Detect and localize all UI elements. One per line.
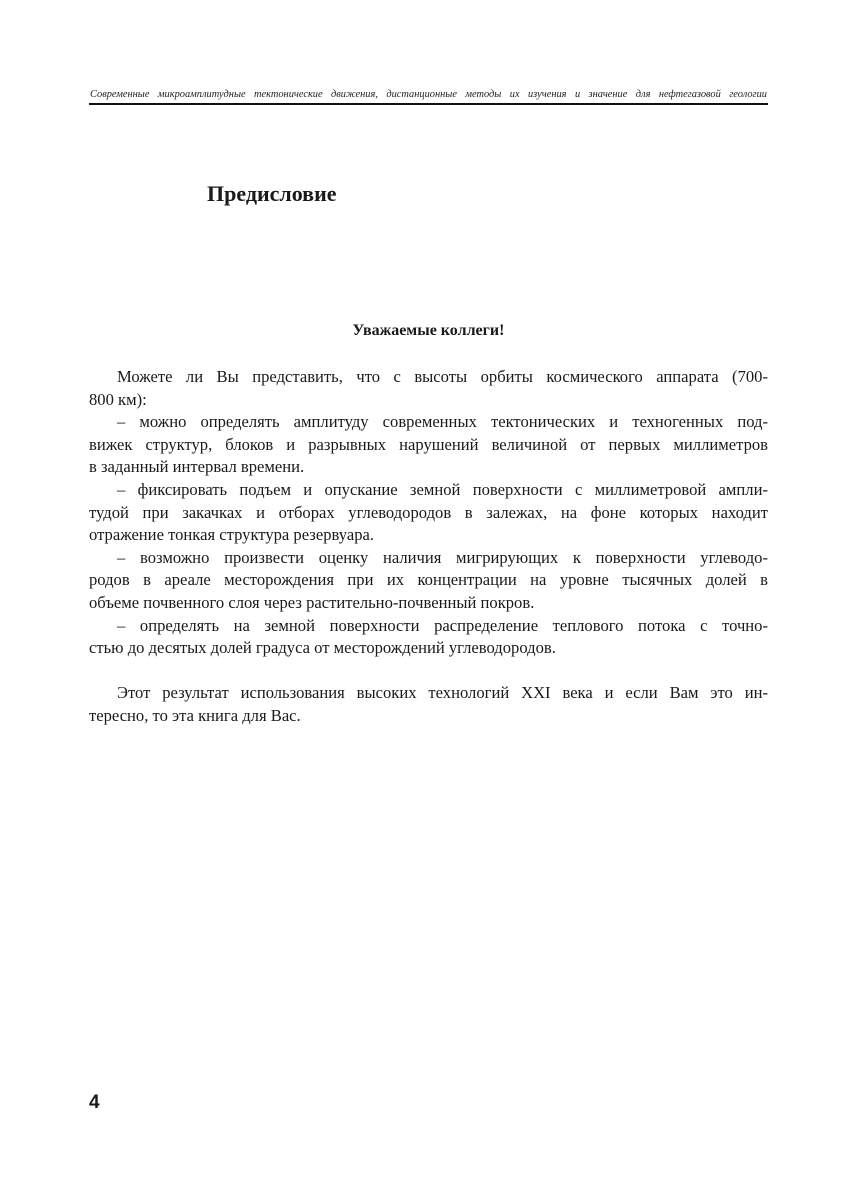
header-divider bbox=[89, 103, 768, 105]
paragraph-4-line-2: родов в ареале месторождения при их концентрации на уровне тысячных долей в bbox=[89, 570, 768, 590]
paragraph-1-line-1: Можете ли Вы представить, что с высоты орбиты космического аппарата (700- bbox=[117, 367, 768, 386]
page-number: 4 bbox=[89, 1092, 100, 1113]
paragraph-6-line-2: тересно, то эта книга для Вас. bbox=[89, 705, 301, 725]
running-header: Современные микроамплитудные тектонические движения, дистанционные методы их изучения и значение для нефтегазовой геологии bbox=[90, 89, 767, 100]
paragraph-5-line-2: стью до десятых долей градуса от месторождений углеводородов. bbox=[89, 638, 556, 658]
paragraph-2-line-2: вижек структур, блоков и разрывных нарушений величиной от первых миллиметров bbox=[89, 434, 768, 454]
paragraph-5-line-1: – определять на земной поверхности распределение теплового потока с точно- bbox=[117, 615, 768, 635]
salutation: Уважаемые коллеги! bbox=[352, 322, 505, 339]
body-text bbox=[89, 366, 768, 728]
paragraph-3-line-1: – фиксировать подъем и опускание земной поверхности с миллиметровой ампли- bbox=[117, 479, 768, 499]
paragraph-1-line-2: 800 км): bbox=[89, 389, 147, 409]
paragraph-6-line-1: Этот результат использования высоких технологий XXI века и если Вам это ин- bbox=[117, 683, 768, 703]
paragraph-3-line-3: отражение тонкая структура резервуара. bbox=[89, 525, 375, 545]
paragraph-4-line-1: – возможно произвести оценку наличия мигрирующих к поверхности углеводо- bbox=[117, 547, 768, 567]
paragraph-4-line-3: объеме почвенного слоя через растительно-почвенный покров. bbox=[89, 592, 535, 612]
paragraph-2-line-1: – можно определять амплитуду современных тектонических и техногенных под- bbox=[117, 412, 768, 432]
paragraph-gap bbox=[89, 660, 768, 683]
paragraph-3-line-2: тудой при закачках и отборах углеводородов в залежах, на фоне которых находит bbox=[89, 502, 768, 522]
chapter-title: Предисловие bbox=[207, 181, 337, 206]
paragraph-2-line-3: в заданный интервал времени. bbox=[89, 457, 305, 477]
